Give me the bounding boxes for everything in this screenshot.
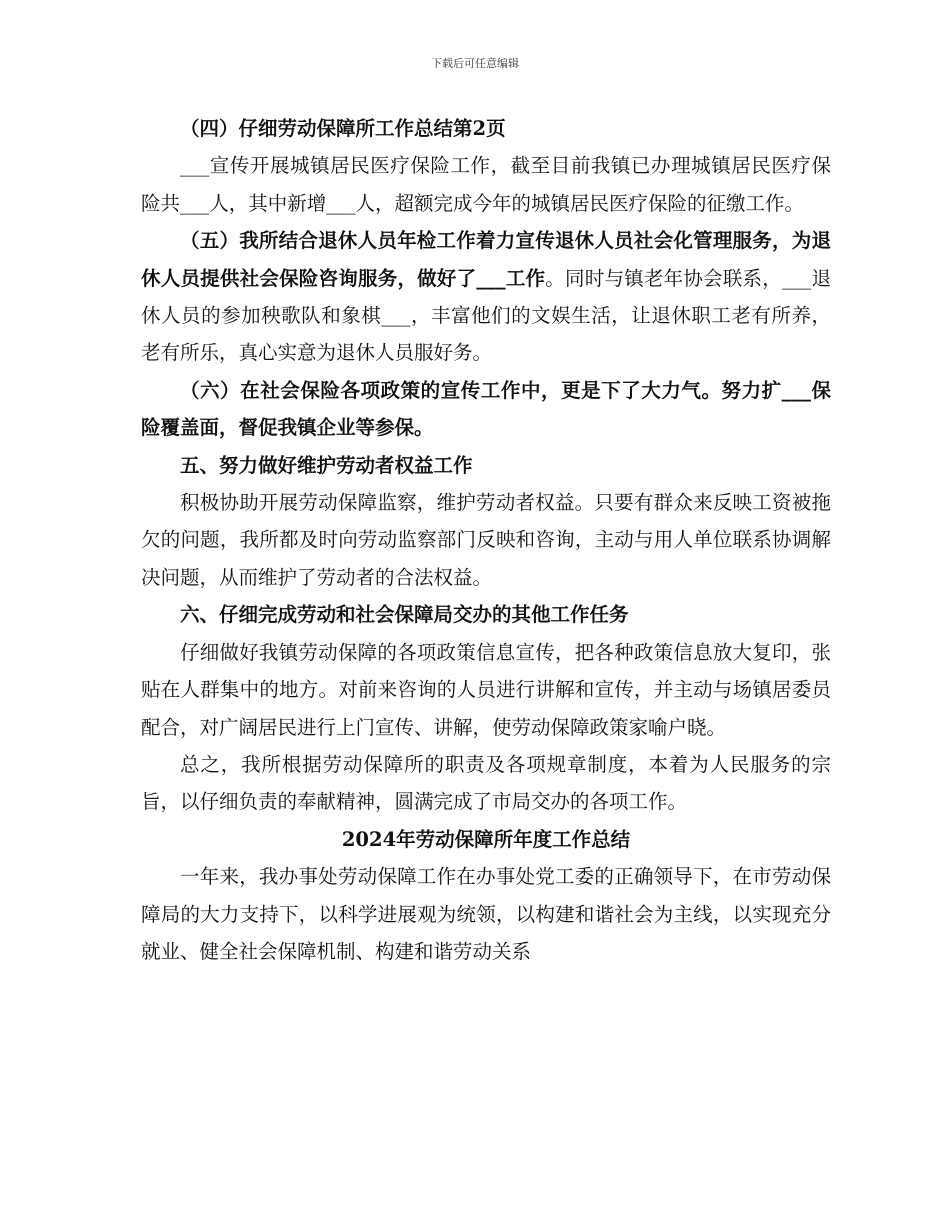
- document-body: [141, 110, 831, 970]
- section-heading-six: 六、仔细完成劳动和社会保障局交办的其他工作任务: [180, 603, 629, 627]
- section-heading-five: 五、努力做好维护劳动者权益工作: [180, 453, 473, 477]
- paragraph-medical-insurance: ___宣传开展城镇居民医疗保险工作，截至目前我镇已办理城镇居民医疗保险共___人，其中新增___人，超额完成今年的城镇居民医疗保险的征缴工作。: [141, 154, 831, 215]
- paragraph-conclusion: 总之，我所根据劳动保障所的职责及各项规章制度，本着为人民服务的宗旨，以仔细负责的奉献精神，圆满完成了市局交办的各项工作。: [141, 752, 831, 814]
- section-heading-4: （四）仔细劳动保障所工作总结第2页: [180, 117, 506, 140]
- document-title-2024: 2024年劳动保障所年度工作总结: [341, 827, 631, 851]
- paragraph-retiree-services: [141, 222, 831, 372]
- paragraph-retiree-services-normal: 。同时与镇老年协会联系，___退休人员的参加秧歌队和象棋___，丰富他们的文娱生活，让退休职工老有所养，老有所乐，真心实意为退休人员服好务。: [141, 266, 831, 365]
- header-note: 下载后可任意编辑: [431, 57, 519, 70]
- paragraph-retiree-services-bold: （五）我所结合退休人员年检工作着力宣传退休人员社会化管理服务，为退休人员提供社会保险咨询服务，做好了___工作: [141, 229, 831, 290]
- paragraph-annual-intro: 一年来，我办事处劳动保障工作在办事处党工委的正确领导下，在市劳动保障局的大力支持下，以科学进展观为统领，以构建和谐社会为主线，以实现充分就业、健全社会保障机制、构建和谐劳动关系: [141, 865, 831, 963]
- section-heading-6: （六）在社会保险各项政策的宣传工作中，更是下了大力气。努力扩___保险覆盖面，督促我镇企业等参保。: [141, 378, 831, 440]
- paragraph-worker-rights: 积极协助开展劳动保障监察，维护劳动者权益。只要有群众来反映工资被拖欠的问题，我所都及时向劳动监察部门反映和咨询，主动与用人单位联系协调解决问题，从而维护了劳动者的合法权益。: [141, 491, 831, 589]
- paragraph-policy-publicity: 仔细做好我镇劳动保障的各项政策信息宣传，把各种政策信息放大复印，张贴在人群集中的地方。对前来咨询的人员进行讲解和宣传，并主动与场镇居委员配合，对广阔居民进行上门宣传、讲解，使劳动保障政策家喻户晓。: [141, 640, 831, 739]
